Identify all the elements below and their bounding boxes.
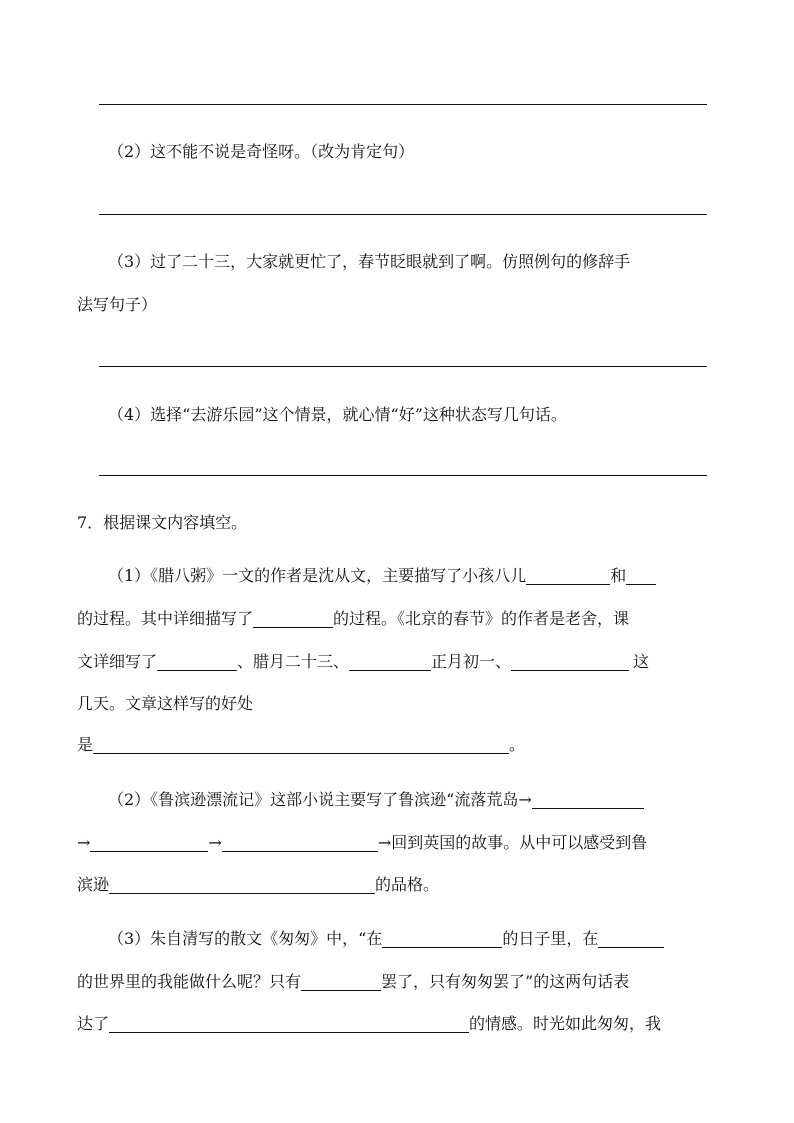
- q7-p2-text-d: →回到英国的故事。从中可以感受到鲁: [377, 833, 648, 852]
- q7-p2-line1: [108, 789, 644, 811]
- q7-p1-text-c: 的过程。其中详细描写了: [77, 609, 254, 628]
- q7-p2-text-a: （2）《鲁滨逊漂流记》这部小说主要写了鲁滨逊“流落荒岛→: [108, 790, 532, 809]
- q7-p2-line2: [77, 832, 647, 854]
- q6-item2: （2）这不能不说是奇怪呀。（改为肯定句）: [108, 142, 415, 161]
- blank-p1-3[interactable]: [253, 609, 333, 628]
- q7-p3-line3: [77, 1013, 661, 1035]
- q7-p2-text-e: 滨逊: [77, 875, 110, 894]
- q7-p1-text-h: 这: [633, 652, 650, 671]
- q6-item3-line1: （3）过了二十三，大家就更忙了，春节眨眼就到了啊。仿照例句的修辞手: [108, 252, 631, 271]
- q7-p2-text-b: →: [77, 833, 91, 852]
- q7-p3-text-f: 的情感。时光如此匆匆，我: [469, 1014, 662, 1033]
- q7-p1-line3: [77, 651, 649, 673]
- q7-p3-text-a: （3）朱自清写的散文《匆匆》中，“在: [108, 929, 383, 948]
- q7-p1-text-f: 、腊月二十三、: [237, 652, 350, 671]
- q7-p1-text-b: 和: [610, 566, 627, 585]
- q7-p1-text-d: 的过程。《北京的春节》的作者是老舍，课: [333, 609, 630, 628]
- q7-p2-text-f: 的品格。: [375, 875, 440, 894]
- q7-p1-line5: [77, 734, 525, 756]
- q7-p3-line2: [77, 971, 629, 993]
- q6-item3-line2: 法写句子）: [77, 295, 158, 314]
- blank-p1-7[interactable]: [93, 735, 509, 754]
- blank-p1-1[interactable]: [526, 566, 610, 585]
- q6-item4: （4）选择“去游乐园”这个情景，就心情“好”这种状态写几句话。: [108, 405, 567, 424]
- blank-p2-1[interactable]: [532, 790, 644, 809]
- blank-p3-1[interactable]: [382, 929, 502, 948]
- blank-p2-2[interactable]: [90, 833, 208, 852]
- q7-p3-line1: [108, 928, 664, 950]
- blank-p1-6[interactable]: [511, 652, 629, 671]
- answer-line-3[interactable]: [99, 366, 707, 367]
- q7-p1-line1: [108, 565, 656, 587]
- blank-p2-3[interactable]: [222, 833, 378, 852]
- q7-title: 7．根据课文内容填空。: [77, 513, 248, 532]
- q7-p1-text-g: 正月初一、: [431, 652, 512, 671]
- q7-p3-text-c: 的世界里的我能做什么呢？只有: [77, 972, 302, 991]
- blank-p3-3[interactable]: [301, 972, 381, 991]
- blank-p1-4[interactable]: [157, 652, 237, 671]
- blank-p1-5[interactable]: [349, 652, 431, 671]
- blank-p3-2[interactable]: [598, 929, 664, 948]
- q7-p2-line3: [77, 874, 439, 896]
- answer-line-1[interactable]: [99, 104, 707, 105]
- blank-p3-4[interactable]: [109, 1014, 469, 1033]
- q7-p1-line4: 几天。文章这样写的好处: [77, 694, 254, 713]
- answer-line-2[interactable]: [99, 214, 707, 215]
- q7-p3-text-b: 的日子里，在: [502, 929, 599, 948]
- blank-p2-4[interactable]: [109, 875, 375, 894]
- q7-p1-line2: [77, 608, 629, 630]
- q7-p1-text-j: 是: [77, 735, 94, 754]
- blank-p1-2[interactable]: [626, 566, 656, 585]
- q7-p2-text-c: →: [208, 833, 222, 852]
- q7-p1-text-k: 。: [509, 735, 526, 754]
- q7-p3-text-e: 达了: [77, 1014, 110, 1033]
- q7-p1-text-e: 文详细写了: [77, 652, 158, 671]
- q7-p1-text-a: （1）《腊八粥》一文的作者是沈从文，主要描写了小孩八儿: [108, 566, 527, 585]
- q7-p3-text-d: 罢了，只有匆匆罢了”的这两句话表: [381, 972, 630, 991]
- answer-line-4[interactable]: [99, 475, 707, 476]
